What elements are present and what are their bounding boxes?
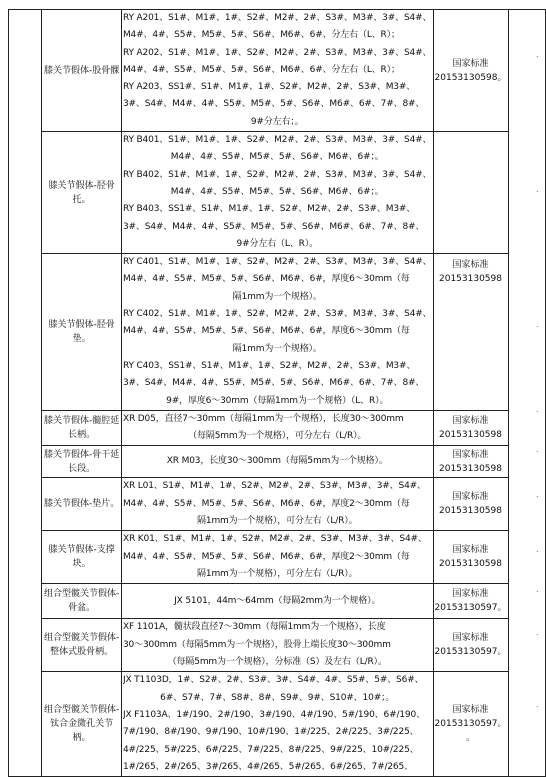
spec-line: 9#分左右（L、R）。 [236,238,318,249]
spec-line: RY B402、S1#、M1#、1#、S2#、M2#、2#、S3#、M3#、3#、S4#、 [122,169,432,180]
spec-cell [121,672,433,777]
standard-cell [433,132,508,254]
paragraph-mark: . [536,320,539,329]
paragraph-mark: . [536,545,539,554]
spec-line: M4#、4#、S5#、M5#、5#、S6#、M6#、6#、分左右（L、R）； [122,30,400,41]
table-row [9,10,546,132]
spec-line: RY A201、S1#、M1#、1#、S2#、M2#、2#、S3#、M3#、3#、S4#、 [122,13,432,23]
spec-line: XF 1101A，髓状段直径7～30mm（每隔1mm为一个规格），长度 [122,622,386,633]
spec-cell [121,478,433,531]
spec-line: M4#、4#、S5#、M5#、5#、S6#、M6#、6#，厚度6～30mm（每 [122,274,410,285]
spec-line: （每隔5mm为一个规格），可分左右（L/R）。 [188,431,367,442]
spec-line: JX T1103D，1#、S2#、2#、S3#、3#、S4#、4#、S5#、5#、S6#、 [122,675,424,686]
table-row [9,478,546,531]
standard-cell: 国家标准20153130598 [433,531,508,584]
spec-line: RY B401、S1#、M1#、1#、S2#、M2#、2#、S3#、M3#、3#、S4#、 [122,135,432,146]
spec-line: 1#/265、2#/265、3#/265、4#/265、5#/265、6#/265、7#/265、 [122,761,413,772]
spec-line: 隔1mm为一个规格）。 [232,291,322,302]
spec-line: RY C402、S1#、M1#、1#、S2#、M2#、2#、S3#、M3#、3#、S4#、 [122,309,432,320]
paragraph-mark: . [536,490,539,499]
standard-cell: 国家标准20153130598 [433,254,508,411]
standard-cell [433,672,508,777]
product-name: 膝关节假体-胫骨垫。 [42,254,122,411]
spec-line: JX 5101，44m～64mm（每隔2mm为一个规格）。 [174,595,381,606]
product-name: 组合型髋关节假体-骨盆。 [42,584,122,619]
standard-cell: 国家标准20153130597。 [433,584,508,619]
spec-line: 3#、S4#、M4#、4#、S5#、M5#、5#、S6#、M6#、6#、7#、8#、 [122,99,425,110]
product-name: 组合型髋关节假体-钛合金微孔关节柄。 [42,672,122,777]
standard-text: 国家标准20153130597。 [434,705,507,730]
spec-line: 6#、S7#、7#、S8#、8#、S9#、9#、S10#、10#；。 [160,692,395,703]
spec-line: XR D05，直径7～30mm（每隔1mm为一个规格），长度30～300mm [122,413,404,424]
spec-line: 9#，厚度6～30mm（每隔1mm为一个规格）（L、R）。 [166,395,389,406]
standard-note: 。 [466,733,476,744]
product-name: 组合型髋关节假体-整体式股骨柄。 [42,619,122,672]
blank-first-column [9,10,42,777]
spec-line: M4#、4#、S5#、M5#、5#、S6#、M6#、6#；。 [170,152,384,163]
paragraph-mark: . [536,405,539,414]
spec-line: 隔1mm为一个规格），可分左右（L/R）。 [197,569,358,580]
table-row [9,132,546,254]
spec-line: RY A203、SS1#、S1#、M1#、1#、S2#、M2#、2#、S3#、M3#、 [122,82,416,93]
paragraph-mark: . [536,445,539,454]
spec-cell [121,531,433,584]
spec-line: M4#、4#、S5#、M5#、5#、S6#、M6#、6#，厚度6～30mm（每 [122,326,410,337]
spec-line: 4#/225、5#/225、6#/225、7#/225、8#/225、9#/225、10#/225、 [122,744,419,755]
product-name: 膝关节假体-髓腔延长柄。 [42,410,122,446]
spec-line: RY C401、S1#、M1#、1#、S2#、M2#、2#、S3#、M3#、3#、S4#、 [122,257,432,268]
blank-last-column [508,10,546,777]
spec-cell [121,619,433,672]
standard-cell: 国家标准20153130598 [433,478,508,531]
table-row [9,410,546,446]
product-name: 膝关节假体-垫片。 [42,478,122,531]
standard-cell: 国家标准20153130597。 [433,619,508,672]
table-row [9,531,546,584]
spec-line: RY C403、SS1#、S1#、M1#、1#、S2#、M2#、2#、S3#、M3#、 [122,360,416,371]
paragraph-mark: . [536,585,539,594]
standard-cell: 国家标准20153130598 [433,446,508,478]
table-row [9,254,546,411]
spec-line: M4#、4#、S5#、M5#、5#、S6#、M6#、6#，厚度2～30mm（每 [122,551,410,562]
paragraph-mark: . [536,700,539,709]
spec-line: XR L01、S1#、M1#、1#、S2#、M2#、2#、S3#、M3#、3#、S4#、 [122,481,426,492]
table-row [9,584,546,619]
paragraph-mark: . [536,185,539,194]
paragraph-mark: . [536,50,539,59]
spec-line: （每隔5mm为一个规格），分标准（S）及左右（L/R）。 [167,657,387,668]
spec-line: 7#/190、8#/190、9#/190、10#/190、1#/225、2#/225、3#/225、 [122,727,419,738]
spec-cell [121,254,433,411]
product-name: 膝关节假体-胫骨托。 [42,132,122,254]
spec-line: RY A202、S1#、M1#、1#、S2#、M2#、2#、S3#、M3#、3#、S4#、 [122,47,432,58]
spec-line: XR K01、S1#、M1#、1#、S2#、M2#、2#、S3#、M3#、3#、S4#、 [122,534,427,545]
spec-cell [121,10,433,132]
spec-line: RY B403、SS1#、S1#、M1#、1#、S2#、M2#、2#、S3#、M3#、 [122,204,416,215]
spec-line: 隔1mm为一个规格），可分左右（L/R）。 [197,516,358,527]
spec-cell [121,132,433,254]
standard-cell: 国家标准20153130598。 [433,10,508,132]
spec-cell [121,446,433,478]
spec-line: M4#、4#、S5#、M5#、5#、S6#、M6#、6#，厚度2～30mm（每 [122,498,410,509]
spec-line: XR M03，长度30～300mm（每隔5mm为一个规格）。 [166,456,388,467]
spec-line: M4#、4#、S5#、M5#、5#、S6#、M6#、6#；。 [170,186,384,197]
paragraph-mark: . [536,628,539,637]
spec-line: 3#、S4#、M4#、4#、S5#、M5#、5#、S6#、M6#、6#、7#、8#、 [122,378,425,389]
spec-cell [121,584,433,619]
product-name: 膝关节假体-支撑块。 [42,531,122,584]
spec-line: 30～300mm（每隔5mm为一个规格），股骨上端长度30～300mm [122,639,391,650]
product-name: 膝关节假体-骨干延长段。 [42,446,122,478]
table-row [9,446,546,478]
spec-line: M4#、4#、S5#、M5#、5#、S6#、M6#、6#、分左右（L、R）； [122,64,400,75]
spec-line: JX F1103A、1#/190、2#/190、3#/190、4#/190、5#/190、6#/190、 [122,710,425,721]
spec-line: 3#、S4#、M4#、4#、S5#、M5#、5#、S6#、M6#、6#、7#、8#、 [122,221,425,232]
table-row [9,672,546,777]
product-spec-table [8,9,546,777]
spec-cell [121,410,433,446]
standard-cell: 国家标准20153130598 [433,410,508,446]
spec-line: 9#分左右；。 [250,116,304,127]
spec-line: 隔1mm为一个规格）。 [232,343,322,354]
table-row [9,619,546,672]
product-name: 膝关节假体-股骨髁 [42,10,122,132]
